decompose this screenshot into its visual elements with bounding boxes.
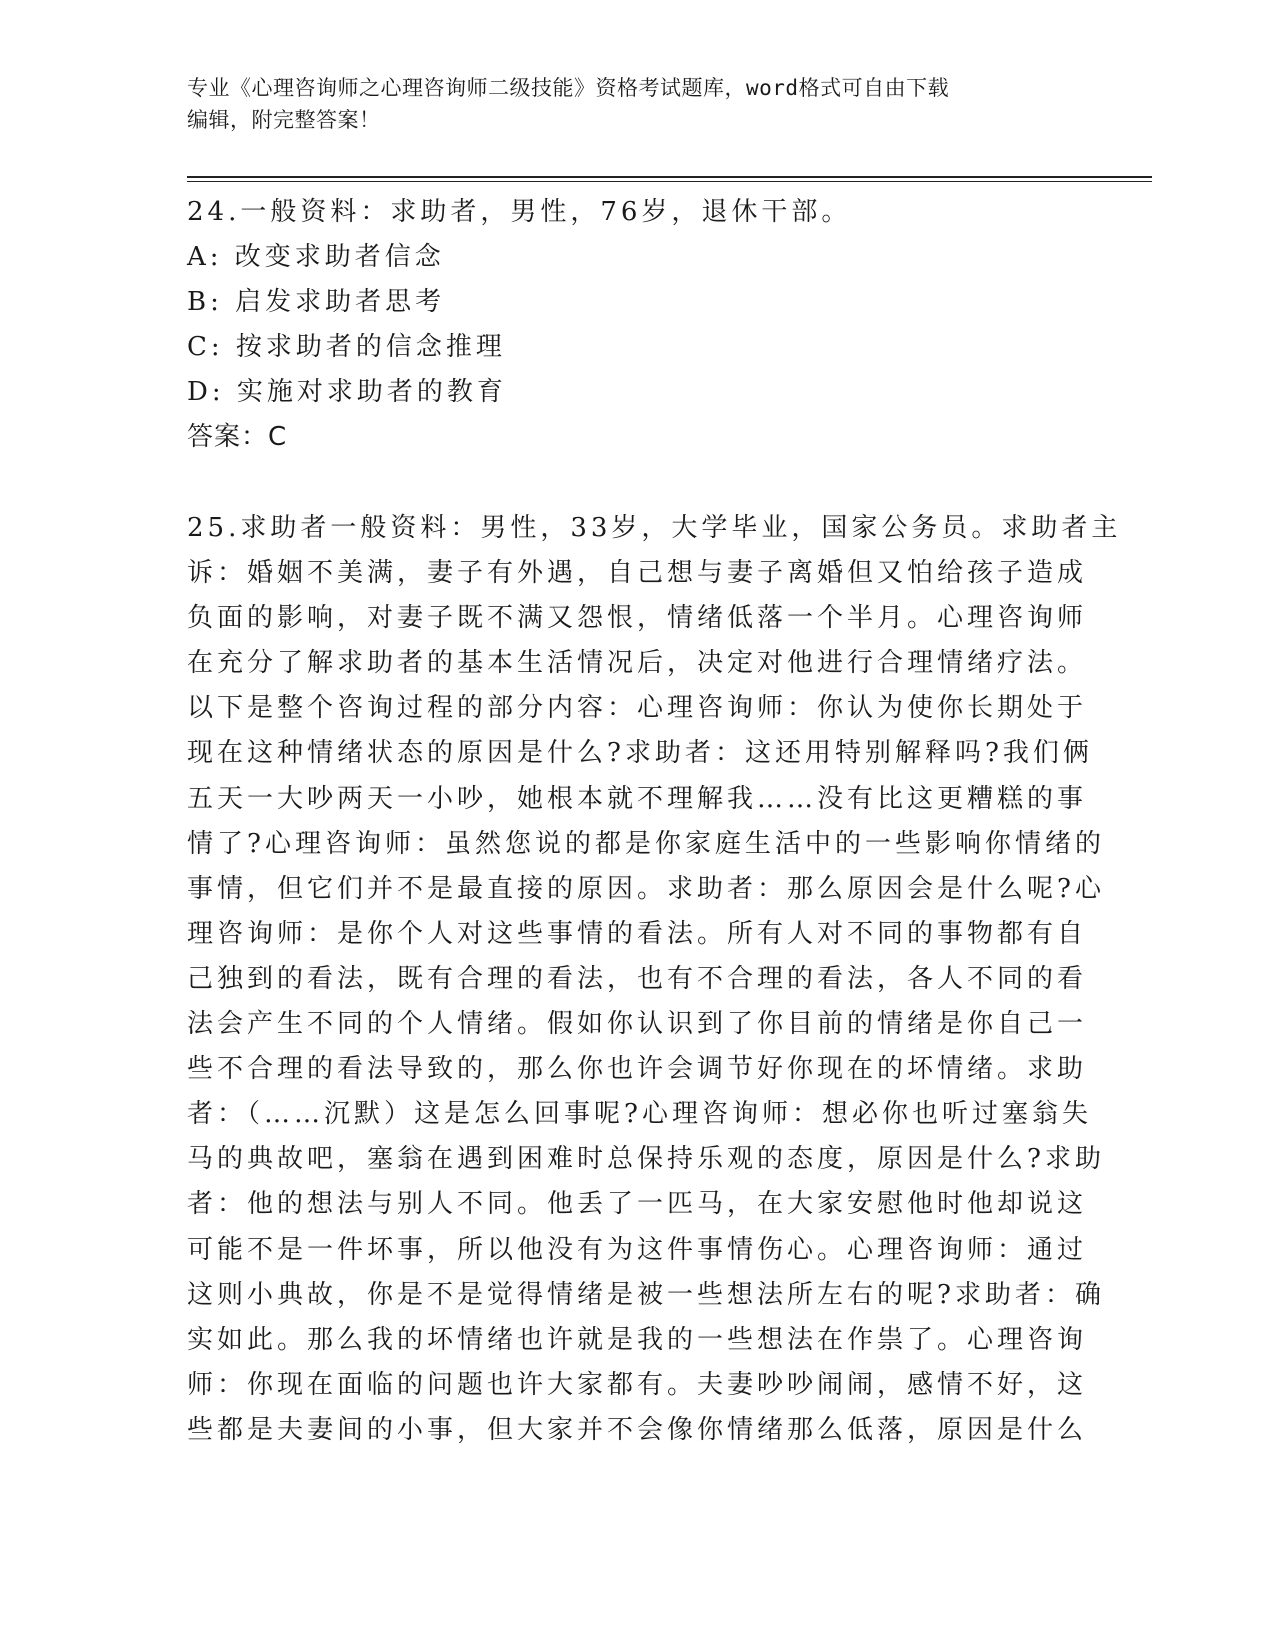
header-divider-thin <box>187 181 1152 182</box>
question-25-line: 理咨询师：是你个人对这些事情的看法。所有人对不同的事物都有自 <box>187 918 1088 949</box>
question-25-line: 现在这种情绪状态的原因是什么?求助者：这还用特别解释吗?我们俩 <box>187 738 1093 769</box>
question-25-line: 些不合理的看法导致的，那么你也许会调节好你现在的坏情绪。求助 <box>187 1054 1088 1085</box>
question-24 <box>187 190 1087 460</box>
header-line-2: 编辑，附完整答案！ <box>187 108 381 132</box>
question-25-line: 以下是整个咨询过程的部分内容：心理咨询师：你认为使你长期处于 <box>187 693 1088 724</box>
question-24-stem: 24.一般资料：求助者，男性，76岁，退休干部。 <box>187 197 852 227</box>
question-25 <box>187 506 1122 1453</box>
option-b: B: 启发求助者思考 <box>187 287 446 317</box>
question-25-line: 实如此。那么我的坏情绪也许就是我的一些想法在作祟了。心理咨询 <box>187 1324 1088 1355</box>
question-25-line: 者：他的想法与别人不同。他丢了一匹马，在大家安慰他时他却说这 <box>187 1189 1088 1220</box>
question-25-line: 五天一大吵两天一小吵，她根本就不理解我……没有比这更糟糕的事 <box>187 783 1088 814</box>
question-25-line: 在充分了解求助者的基本生活情况后，决定对他进行合理情绪疗法。 <box>187 648 1088 679</box>
question-25-line: 这则小典故，你是不是觉得情绪是被一些想法所左右的呢?求助者：确 <box>187 1279 1105 1310</box>
question-25-line: 情了?心理咨询师：虽然您说的都是你家庭生活中的一些影响你情绪的 <box>187 828 1105 859</box>
question-25-line: 负面的影响，对妻子既不满又怨恨，情绪低落一个半月。心理咨询师 <box>187 603 1088 634</box>
document-header <box>187 72 1067 136</box>
question-25-line: 可能不是一件坏事，所以他没有为这件事情伤心。心理咨询师：通过 <box>187 1234 1088 1265</box>
question-25-line: 25.求助者一般资料：男性，33岁，大学毕业，国家公务员。求助者主 <box>187 513 1122 543</box>
question-25-line: 者：（……沉默）这是怎么回事呢?心理咨询师：想必你也听过塞翁失 <box>187 1099 1092 1130</box>
option-a: A: 改变求助者信念 <box>187 242 445 272</box>
option-d: D: 实施对求助者的教育 <box>187 377 507 407</box>
header-line-1: 专业《心理咨询师之心理咨询师二级技能》资格考试题库，word格式可自由下载 <box>187 76 950 100</box>
question-25-line: 法会产生不同的个人情绪。假如你认识到了你目前的情绪是你自己一 <box>187 1009 1088 1040</box>
question-24-answer: 答案：C <box>187 422 288 452</box>
question-25-line: 马的典故吧，塞翁在遇到困难时总保持乐观的态度，原因是什么?求助 <box>187 1144 1105 1175</box>
question-25-line: 师：你现在面临的问题也许大家都有。夫妻吵吵闹闹，感情不好，这 <box>187 1369 1088 1400</box>
question-25-line: 些都是夫妻间的小事，但大家并不会像你情绪那么低落，原因是什么 <box>187 1414 1088 1445</box>
question-25-line: 事情，但它们并不是最直接的原因。求助者：那么原因会是什么呢?心 <box>187 873 1105 904</box>
question-25-line: 诉：婚姻不美满，妻子有外遇，自己想与妻子离婚但又怕给孩子造成 <box>187 558 1088 589</box>
question-25-line: 己独到的看法，既有合理的看法，也有不合理的看法，各人不同的看 <box>187 963 1088 994</box>
header-divider <box>187 176 1152 178</box>
option-c: C: 按求助者的信念推理 <box>187 332 506 362</box>
